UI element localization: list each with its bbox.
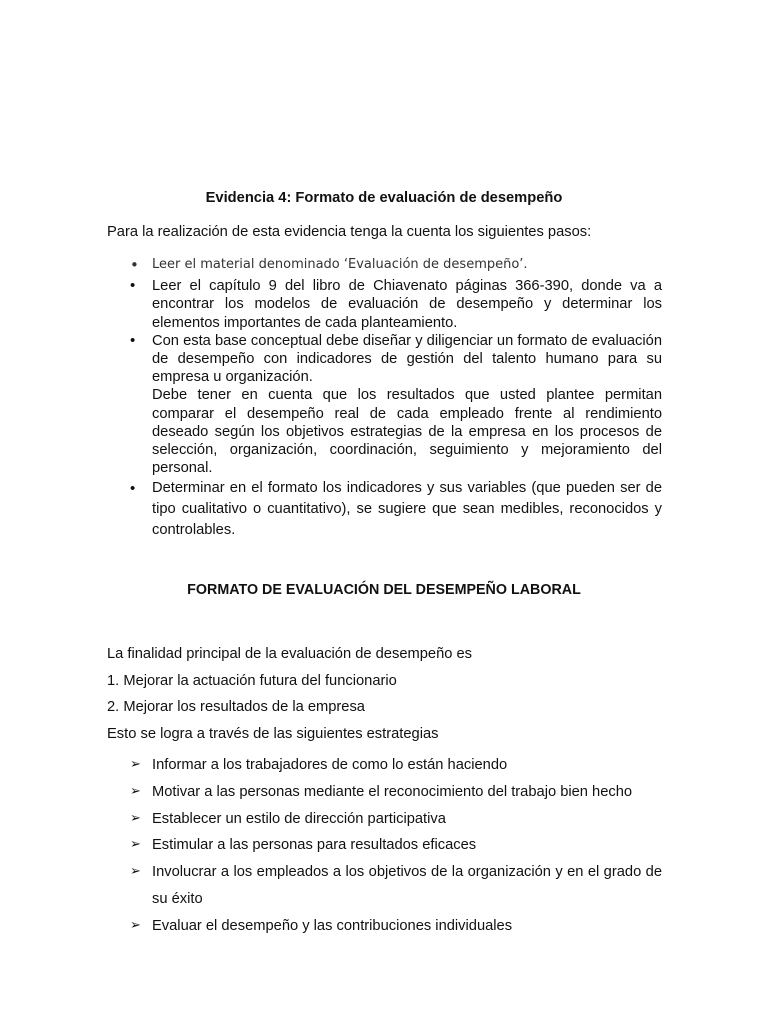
- purpose-intro: La finalidad principal de la evaluación de desempeño es: [107, 646, 472, 662]
- strategy-item: ➢ Evaluar el desempeño y las contribuciones individuales: [130, 913, 662, 940]
- step-item: • Leer el capítulo 9 del libro de Chiavenato páginas 366-390, donde va a encontrar los modelos de evaluación de desempeño y determinar los elementos importantes de cada planteamiento.: [130, 277, 662, 332]
- strategy-item: ➢ Involucrar a los empleados a los objetivos de la organización y en el grado de su éxito: [130, 859, 662, 913]
- step-note: Debe tener en cuenta que los resultados que usted plantee permitan comparar el desempeño real de cada empleado frente al rendimiento deseado según los objetivos estrategias de la empresa en los procesos de selección, organización, coordinación, seguimiento y mejoramiento del personal.: [152, 387, 662, 477]
- step-item: [130, 332, 662, 478]
- strategy-item: ➢ Estimular a las personas para resultados eficaces: [130, 832, 662, 859]
- strategy-item: ➢ Motivar a las personas mediante el reconocimiento del trabajo bien hecho: [130, 779, 662, 806]
- step-text: Con esta base conceptual debe diseñar y diligenciar un formato de evaluación de desempeño con indicadores de gestión del talento humano para su empresa u organización.: [152, 332, 662, 386]
- intro-paragraph: Para la realización de esta evidencia tenga la cuenta los siguientes pasos:: [107, 224, 592, 240]
- section-title: FORMATO DE EVALUACIÓN DEL DESEMPEÑO LABORAL: [187, 582, 581, 598]
- strategy-item: ➢ Informar a los trabajadores de como lo están haciendo: [130, 752, 662, 779]
- strategies-list: [130, 752, 662, 940]
- document-title: Evidencia 4: Formato de evaluación de desempeño: [205, 190, 563, 206]
- purpose-item: 1. Mejorar la actuación futura del funcionario: [107, 673, 397, 689]
- purpose-item: 2. Mejorar los resultados de la empresa: [107, 699, 365, 715]
- step-item: • Determinar en el formato los indicadores y sus variables (que pueden ser de tipo cualitativo o cuantitativo), se sugiere que sean medibles, reconocidos y controlables.: [130, 478, 662, 541]
- steps-list: [130, 256, 662, 541]
- step-item: • Leer el material denominado ‘Evaluación de desempeño’.: [130, 256, 662, 274]
- strategies-intro: Esto se logra a través de las siguientes estrategias: [107, 726, 439, 742]
- strategy-item: ➢ Establecer un estilo de dirección participativa: [130, 806, 662, 833]
